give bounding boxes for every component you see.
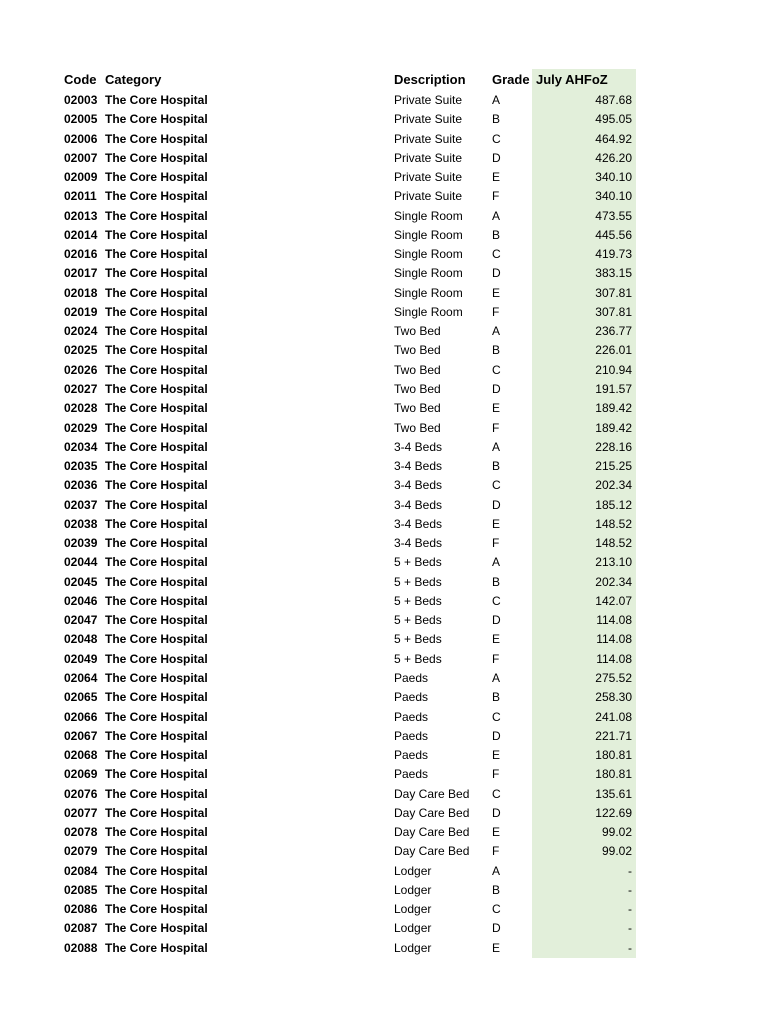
row-category: The Core Hospital	[105, 825, 208, 840]
header-category: Category	[105, 72, 162, 87]
row-value: 202.34	[595, 574, 632, 589]
row-description: Single Room	[394, 247, 463, 262]
row-description: Single Room	[394, 227, 463, 242]
row-grade: F	[492, 304, 500, 319]
row-category: The Core Hospital	[105, 709, 208, 724]
row-grade: A	[492, 93, 501, 107]
row-value: 236.77	[595, 324, 632, 339]
row-code: 02069	[64, 767, 98, 782]
row-value: 114.08	[596, 613, 632, 628]
row-grade: A	[492, 439, 501, 454]
row-code: 02024	[64, 324, 98, 339]
row-grade: E	[492, 170, 501, 185]
row-value: 142.07	[595, 593, 632, 608]
row-category: The Core Hospital	[105, 516, 208, 531]
row-grade: A	[492, 863, 501, 878]
row-category: The Core Hospital	[105, 748, 208, 763]
row-category: The Core Hospital	[105, 613, 208, 628]
row-category: The Core Hospital	[105, 882, 208, 897]
row-description: 3-4 Beds	[394, 439, 443, 454]
row-category: The Core Hospital	[105, 266, 208, 281]
row-grade: A	[492, 324, 501, 339]
row-category: The Core Hospital	[105, 420, 208, 435]
row-grade: F	[492, 651, 500, 666]
row-description: Paeds	[394, 670, 429, 685]
row-code: 02044	[64, 555, 98, 570]
row-value: 275.52	[595, 670, 632, 685]
row-description: Day Care Bed	[394, 844, 470, 859]
row-category: The Core Hospital	[105, 690, 208, 705]
row-category: The Core Hospital	[105, 593, 208, 608]
row-code: 02037	[64, 497, 98, 512]
row-grade: C	[492, 247, 501, 262]
row-code: 02064	[64, 670, 98, 685]
row-value: 189.42	[595, 420, 632, 435]
row-description: Two Bed	[394, 381, 441, 396]
row-category: The Core Hospital	[105, 189, 208, 204]
row-description: 3-4 Beds	[394, 497, 443, 512]
header-code: Code	[64, 72, 97, 87]
row-value: 213.10	[595, 555, 632, 570]
row-code: 02038	[64, 516, 98, 531]
row-value: 487.68	[595, 93, 632, 107]
row-grade: E	[492, 401, 501, 416]
row-grade: E	[492, 748, 501, 763]
row-value: 202.34	[595, 478, 632, 493]
row-category: The Core Hospital	[105, 902, 208, 917]
row-code: 02078	[64, 825, 98, 840]
row-description: 5 + Beds	[394, 651, 442, 666]
row-grade: C	[492, 478, 501, 493]
row-grade: D	[492, 150, 501, 165]
row-description: Paeds	[394, 767, 429, 782]
row-code: 02048	[64, 632, 98, 647]
row-description: Private Suite	[394, 189, 463, 204]
row-value: 419.73	[595, 247, 632, 262]
row-value: 445.56	[595, 227, 632, 242]
row-grade: B	[492, 882, 501, 897]
row-category: The Core Hospital	[105, 921, 208, 936]
row-category: The Core Hospital	[105, 93, 208, 107]
row-code: 02084	[64, 863, 98, 878]
row-description: Single Room	[394, 304, 463, 319]
row-value: -	[628, 921, 632, 936]
row-value: 180.81	[595, 748, 632, 763]
row-grade: E	[492, 632, 501, 647]
row-value: -	[628, 863, 632, 878]
row-grade: F	[492, 189, 500, 204]
row-grade: C	[492, 709, 501, 724]
row-code: 02017	[64, 266, 98, 281]
row-grade: D	[492, 921, 501, 936]
row-description: Private Suite	[394, 112, 463, 127]
row-category: The Core Hospital	[105, 362, 208, 377]
row-description: Paeds	[394, 709, 429, 724]
row-category: The Core Hospital	[105, 805, 208, 820]
row-description: Two Bed	[394, 362, 441, 377]
row-code: 02016	[64, 247, 98, 262]
row-code: 02066	[64, 709, 98, 724]
row-code: 02086	[64, 902, 98, 917]
row-value: 340.10	[595, 189, 632, 204]
row-grade: C	[492, 902, 501, 917]
row-value: 228.16	[595, 439, 632, 454]
row-category: The Core Hospital	[105, 324, 208, 339]
row-grade: D	[492, 497, 501, 512]
row-value: 426.20	[595, 150, 632, 165]
row-value: 340.10	[595, 170, 632, 185]
row-value: 258.30	[595, 690, 632, 705]
row-code: 02027	[64, 381, 98, 396]
row-code: 02026	[64, 362, 98, 377]
row-grade: F	[492, 536, 500, 551]
row-description: Private Suite	[394, 150, 463, 165]
row-description: Two Bed	[394, 401, 441, 416]
row-code: 02046	[64, 593, 98, 608]
row-value: 307.81	[595, 285, 632, 300]
row-description: 3-4 Beds	[394, 536, 443, 551]
row-value: 221.71	[595, 728, 632, 743]
row-description: Paeds	[394, 748, 429, 763]
row-category: The Core Hospital	[105, 439, 208, 454]
row-code: 02007	[64, 150, 98, 165]
row-code: 02018	[64, 285, 98, 300]
row-category: The Core Hospital	[105, 844, 208, 859]
row-grade: C	[492, 131, 501, 146]
row-description: 3-4 Beds	[394, 516, 443, 531]
row-category: The Core Hospital	[105, 343, 208, 358]
row-description: Single Room	[394, 266, 463, 281]
row-description: Day Care Bed	[394, 805, 470, 820]
row-grade: F	[492, 420, 500, 435]
row-description: 5 + Beds	[394, 574, 442, 589]
row-grade: A	[492, 208, 501, 223]
row-code: 02013	[64, 208, 98, 223]
row-grade: F	[492, 767, 500, 782]
row-code: 02009	[64, 170, 98, 185]
row-value: 122.69	[595, 805, 632, 820]
row-category: The Core Hospital	[105, 150, 208, 165]
row-category: The Core Hospital	[105, 940, 208, 955]
row-category: The Core Hospital	[105, 112, 208, 127]
row-grade: E	[492, 940, 501, 955]
row-description: Lodger	[394, 882, 432, 897]
row-code: 02006	[64, 131, 98, 146]
row-grade: C	[492, 593, 501, 608]
row-value: 148.52	[595, 516, 632, 531]
row-value: 135.61	[595, 786, 632, 801]
row-grade: E	[492, 285, 501, 300]
row-value: 226.01	[595, 343, 632, 358]
row-description: Private Suite	[394, 170, 463, 185]
row-code: 02005	[64, 112, 98, 127]
row-value: 307.81	[595, 304, 632, 319]
row-value: 495.05	[595, 112, 632, 127]
row-category: The Core Hospital	[105, 670, 208, 685]
row-value: -	[628, 902, 632, 917]
row-description: Private Suite	[394, 131, 463, 146]
row-grade: B	[492, 459, 501, 474]
header-value: July AHFoZ	[536, 72, 608, 87]
row-category: The Core Hospital	[105, 459, 208, 474]
row-grade: B	[492, 112, 501, 127]
row-category: The Core Hospital	[105, 497, 208, 512]
row-description: 5 + Beds	[394, 593, 442, 608]
row-category: The Core Hospital	[105, 247, 208, 262]
row-code: 02079	[64, 844, 98, 859]
row-category: The Core Hospital	[105, 401, 208, 416]
row-value: 148.52	[595, 536, 632, 551]
row-code: 02076	[64, 786, 98, 801]
row-grade: B	[492, 343, 501, 358]
row-grade: B	[492, 574, 501, 589]
row-code: 02014	[64, 227, 98, 242]
row-code: 02068	[64, 748, 98, 763]
row-description: Lodger	[394, 863, 432, 878]
row-category: The Core Hospital	[105, 170, 208, 185]
row-value: 114.08	[596, 651, 632, 666]
row-value: 215.25	[595, 459, 632, 474]
row-description: Lodger	[394, 902, 432, 917]
row-description: Paeds	[394, 690, 429, 705]
row-description: Lodger	[394, 940, 432, 955]
row-code: 02049	[64, 651, 98, 666]
row-description: 5 + Beds	[394, 632, 442, 647]
row-description: Two Bed	[394, 420, 441, 435]
row-grade: F	[492, 844, 500, 859]
row-grade: C	[492, 362, 501, 377]
row-code: 02035	[64, 459, 98, 474]
row-grade: D	[492, 381, 501, 396]
row-description: Paeds	[394, 728, 429, 743]
row-description: 3-4 Beds	[394, 459, 443, 474]
row-category: The Core Hospital	[105, 478, 208, 493]
row-category: The Core Hospital	[105, 131, 208, 146]
row-description: 5 + Beds	[394, 613, 442, 628]
row-category: The Core Hospital	[105, 536, 208, 551]
row-value: 185.12	[595, 497, 632, 512]
row-code: 02088	[64, 940, 98, 955]
row-description: Lodger	[394, 921, 432, 936]
row-code: 02025	[64, 343, 98, 358]
row-grade: D	[492, 266, 501, 281]
row-value: 473.55	[595, 208, 632, 223]
row-code: 02029	[64, 420, 98, 435]
header-description: Description	[394, 72, 466, 87]
row-category: The Core Hospital	[105, 574, 208, 589]
row-value: 180.81	[595, 767, 632, 782]
row-code: 02077	[64, 805, 98, 820]
row-category: The Core Hospital	[105, 304, 208, 319]
row-value: 189.42	[595, 401, 632, 416]
row-description: Day Care Bed	[394, 786, 470, 801]
row-description: Single Room	[394, 285, 463, 300]
row-category: The Core Hospital	[105, 632, 208, 647]
row-code: 02036	[64, 478, 98, 493]
row-grade: D	[492, 613, 501, 628]
row-category: The Core Hospital	[105, 208, 208, 223]
row-code: 02028	[64, 401, 98, 416]
row-grade: D	[492, 805, 501, 820]
row-grade: B	[492, 227, 501, 242]
row-description: Two Bed	[394, 324, 441, 339]
row-category: The Core Hospital	[105, 227, 208, 242]
row-description: 5 + Beds	[394, 555, 442, 570]
row-grade: B	[492, 690, 501, 705]
row-category: The Core Hospital	[105, 786, 208, 801]
row-code: 02085	[64, 882, 98, 897]
row-category: The Core Hospital	[105, 728, 208, 743]
row-code: 02045	[64, 574, 98, 589]
row-value: 114.08	[596, 632, 632, 647]
row-category: The Core Hospital	[105, 381, 208, 396]
row-value: 99.02	[601, 844, 632, 859]
row-grade: D	[492, 728, 501, 743]
row-category: The Core Hospital	[105, 863, 208, 878]
row-description: Day Care Bed	[394, 825, 470, 840]
row-value: 383.15	[595, 266, 632, 281]
row-grade: C	[492, 786, 501, 801]
row-grade: E	[492, 516, 501, 531]
row-category: The Core Hospital	[105, 651, 208, 666]
row-grade: A	[492, 670, 501, 685]
row-grade: E	[492, 825, 501, 840]
row-value: 210.94	[595, 362, 632, 377]
row-code: 02047	[64, 613, 98, 628]
row-value: -	[628, 882, 632, 897]
row-category: The Core Hospital	[105, 285, 208, 300]
row-code: 02011	[64, 189, 97, 204]
row-code: 02003	[64, 93, 98, 107]
row-value: 464.92	[595, 131, 632, 146]
row-code: 02067	[64, 728, 98, 743]
row-value: -	[628, 940, 632, 955]
row-code: 02039	[64, 536, 98, 551]
row-value: 241.08	[595, 709, 632, 724]
row-category: The Core Hospital	[105, 767, 208, 782]
row-code: 02065	[64, 690, 98, 705]
header-grade: Grade	[492, 72, 530, 87]
row-value: 191.57	[595, 381, 632, 396]
row-code: 02019	[64, 304, 98, 319]
row-category: The Core Hospital	[105, 555, 208, 570]
row-description: 3-4 Beds	[394, 478, 443, 493]
row-description: Single Room	[394, 208, 463, 223]
row-description: Private Suite	[394, 93, 463, 107]
row-code: 02034	[64, 439, 98, 454]
row-grade: A	[492, 555, 501, 570]
row-value: 99.02	[601, 825, 632, 840]
row-code: 02087	[64, 921, 98, 936]
row-description: Two Bed	[394, 343, 441, 358]
